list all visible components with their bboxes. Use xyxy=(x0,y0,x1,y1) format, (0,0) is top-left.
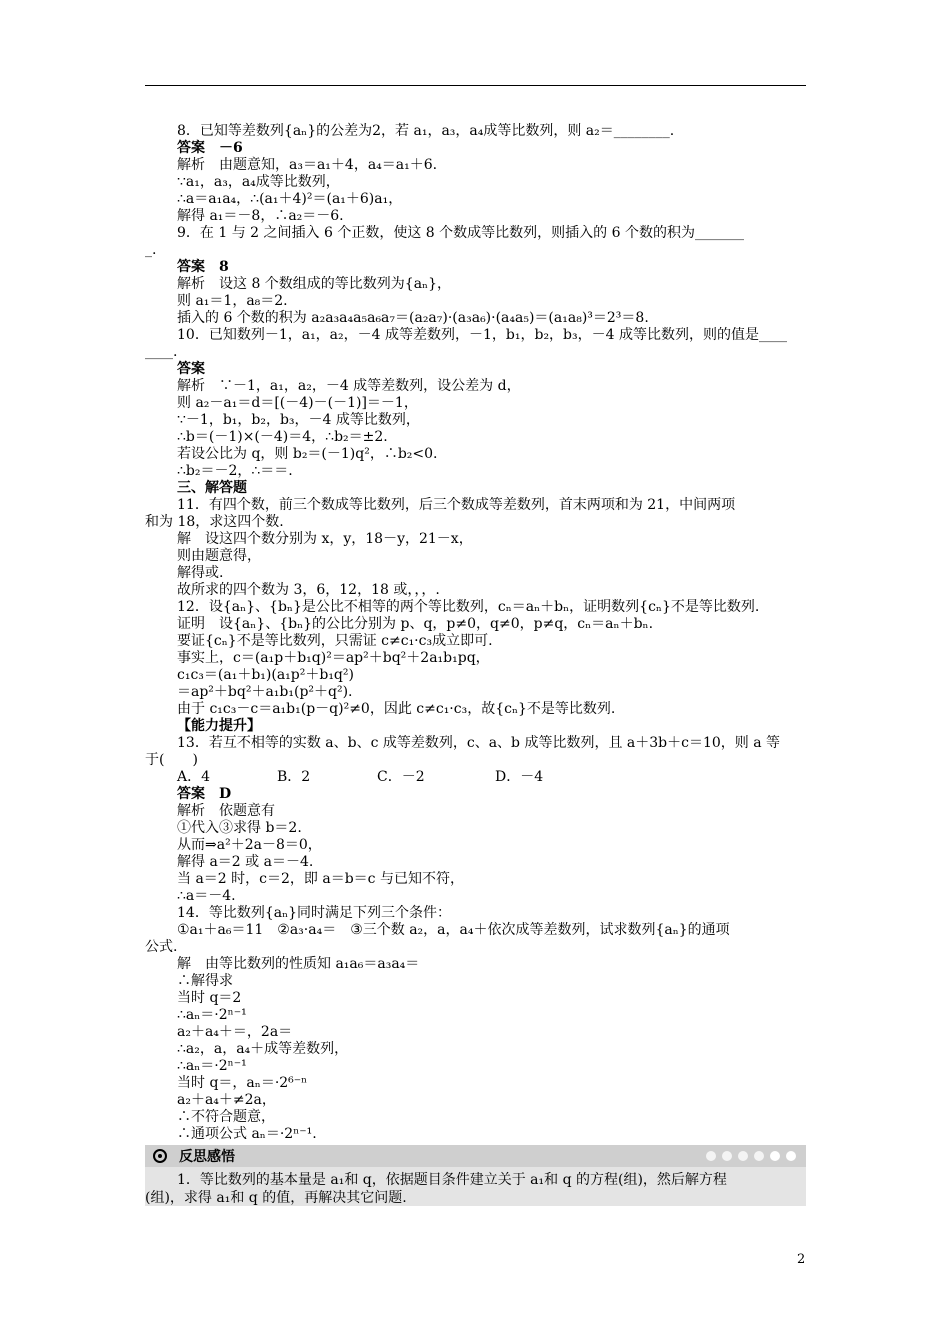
text-line: 若设公比为 q，则 b₂＝(－1)q²，∴b₂<0. xyxy=(177,446,438,462)
document-body xyxy=(145,123,810,1143)
text-line: 解得 a＝2 或 a＝－4. xyxy=(177,854,314,870)
reflection-body xyxy=(145,1167,806,1207)
text-line: ①a₁＋a₆＝11 ②a₃·a₄＝ ③三个数 a₂，a，a₄＋依次成等差数列，试求数列{aₙ}的通项 xyxy=(177,922,730,938)
text-line: 【能力提升】 xyxy=(177,718,261,734)
text-line: 13．若互不相等的实数 a、b、c 成等差数列，c、a、b 成等比数列，且 a＋3b＋c＝10，则 a 等 xyxy=(177,735,781,751)
reflection-header xyxy=(145,1145,806,1167)
text-line: 14．等比数列{aₙ}同时满足下列三个条件： xyxy=(177,905,452,921)
text-line: 要证{cₙ}不是等比数列，只需证 c≠c₁·c₃成立即可. xyxy=(177,633,493,649)
text-line: 答案 8 xyxy=(177,259,229,275)
text-line: 则由题意得， xyxy=(177,548,261,564)
text-line: 当时 q＝2 xyxy=(177,990,242,1006)
text-line: c₁c₃＝(a₁＋b₁)(a₁p²＋b₁q²) xyxy=(177,667,354,683)
text-line: ∵－1，b₁，b₂，b₃，－4 成等比数列， xyxy=(177,412,420,428)
text-line: 9．在 1 与 2 之间插入 6 个正数，使这 8 个数成等比数列，则插入的 6 个数的积为_______ xyxy=(177,225,744,241)
text-line: 则 a₁＝1，a₈＝2. xyxy=(177,293,288,309)
text-line: ∴aₙ＝·2ⁿ⁻¹ xyxy=(177,1058,247,1074)
text-line: 解 由等比数列的性质知 a₁a₆＝a₃a₄＝ xyxy=(177,956,420,972)
text-line: 插入的 6 个数的积为 a₂a₃a₄a₅a₆a₇＝(a₂a₇)·(a₃a₆)·(a₄a₅)＝(a₁a₈)³＝2³＝8. xyxy=(177,310,649,326)
text-line: 当时 q＝，aₙ＝·2⁶⁻ⁿ xyxy=(177,1075,308,1091)
text-line: 答案 xyxy=(177,361,205,377)
reflection-line-2: (组)，求得 a₁和 q 的值，再解决其它问题. xyxy=(145,1190,407,1206)
text-line: 解得或. xyxy=(177,565,224,581)
text-line: ∴通项公式 aₙ＝·2ⁿ⁻¹. xyxy=(177,1126,317,1142)
text-line: ∴aₙ＝·2ⁿ⁻¹ xyxy=(177,1007,247,1023)
text-line: 当 a＝2 时，c＝2，即 a＝b＝c 与已知不符， xyxy=(177,871,464,887)
text-line: ∴b＝(－1)×(－4)＝4，∴b₂＝±2. xyxy=(177,429,388,445)
text-line: 解析 依题意有 xyxy=(177,803,275,819)
answer-options xyxy=(145,769,810,786)
option-c: C．－2 xyxy=(377,769,425,785)
text-line: 解得 a₁＝－8，∴a₂＝－6. xyxy=(177,208,344,224)
text-line: 答案 D xyxy=(177,786,232,802)
text-line: ∴a₂，a，a₄＋成等差数列， xyxy=(177,1041,349,1057)
text-line: ____. xyxy=(145,344,178,360)
header-rule xyxy=(145,85,806,86)
reflection-line-1: 1．等比数列的基本量是 a₁和 q，依据题目条件建立关于 a₁和 q 的方程(组)，然后解方程 xyxy=(177,1172,727,1188)
page-number: 2 xyxy=(797,1252,806,1267)
text-line: 则 a₂－a₁＝d＝[(－4)－(－1)]＝－1， xyxy=(177,395,418,411)
text-line: ∴a＝－4. xyxy=(177,888,236,904)
text-line: 事实上，c＝(a₁p＋b₁q)²＝ap²＋bq²＋2a₁b₁pq， xyxy=(177,650,490,666)
text-line: a₂＋a₄＋＝，2a＝ xyxy=(177,1024,293,1040)
reflection-title: 反思感悟 xyxy=(179,1149,235,1165)
text-line: 于( ) xyxy=(145,752,198,768)
decorative-dots xyxy=(706,1151,796,1161)
text-line: 解析 ∵－1，a₁，a₂，－4 成等差数列，设公差为 d， xyxy=(177,378,521,394)
text-line: 解 设这四个数分别为 x，y，18－y，21－x， xyxy=(177,531,473,547)
text-line: 12．设{aₙ}、{bₙ}是公比不相等的两个等比数列，cₙ＝aₙ＋bₙ，证明数列{cₙ}不是等比数列. xyxy=(177,599,760,615)
option-a: A．4 xyxy=(177,769,211,785)
text-line: 解析 设这 8 个数组成的等比数列为{aₙ}， xyxy=(177,276,452,292)
text-line: a₂＋a₄＋≠2a， xyxy=(177,1092,276,1108)
text-line: ∵a₁，a₃，a₄成等比数列， xyxy=(177,174,340,190)
text-line: ∴a＝a₁a₄，∴(a₁＋4)²＝(a₁＋6)a₁， xyxy=(177,191,403,207)
text-line: 和为 18，求这四个数. xyxy=(145,514,284,530)
text-line: _. xyxy=(145,242,157,258)
text-line: 公式. xyxy=(145,939,178,955)
text-line: 三、解答题 xyxy=(177,480,247,496)
text-line: ①代入③求得 b＝2. xyxy=(177,820,302,836)
text-line: 8．已知等差数列{aₙ}的公差为2，若 a₁，a₃，a₄成等比数列，则 a₂＝________. xyxy=(177,123,675,139)
text-line: ∴不符合题意， xyxy=(177,1109,275,1125)
text-line: 由于 c₁c₃－c＝a₁b₁(p－q)²≠0，因此 c≠c₁·c₃，故{cₙ}不是等比数列. xyxy=(177,701,616,717)
text-line: 从而⇒a²＋2a－8＝0， xyxy=(177,837,322,853)
reflection-box xyxy=(145,1145,806,1206)
text-line: 答案 －6 xyxy=(177,140,243,156)
text-line: 故所求的四个数为 3，6，12，18 或，，，. xyxy=(177,582,440,598)
text-line: 11．有四个数，前三个数成等比数列，后三个数成等差数列，首末两项和为 21，中间两项 xyxy=(177,497,736,513)
text-line: 解析 由题意知，a₃＝a₁＋4，a₄＝a₁＋6. xyxy=(177,157,438,173)
text-line: 10．已知数列－1，a₁，a₂，－4 成等差数列，－1，b₁，b₂，b₃，－4 成等比数列，则的值是____ xyxy=(177,327,787,343)
text-line: 证明 设{aₙ}、{bₙ}的公比分别为 p、q，p≠0，q≠0，p≠q，cₙ＝aₙ＋bₙ. xyxy=(177,616,654,632)
option-b: B．2 xyxy=(277,769,311,785)
text-line: ∴b₂＝－2，∴＝＝. xyxy=(177,463,293,479)
text-line: ＝ap²＋bq²＋a₁b₁(p²＋q²). xyxy=(177,684,353,700)
text-line: ∴解得求 xyxy=(177,973,233,989)
option-d: D．－4 xyxy=(495,769,544,785)
bullet-circle-icon xyxy=(153,1149,167,1163)
